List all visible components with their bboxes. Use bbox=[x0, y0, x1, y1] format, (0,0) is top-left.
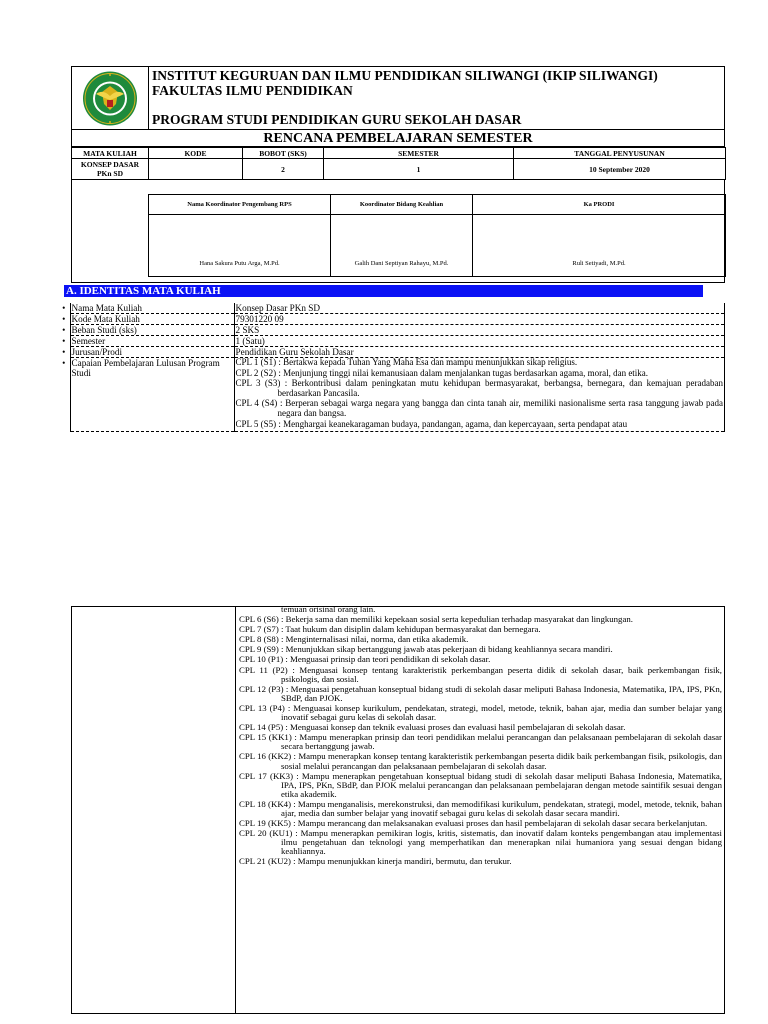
header-kode: KODE bbox=[149, 148, 243, 159]
header-tanggal: TANGGAL PENYUSUNAN bbox=[514, 148, 726, 159]
faculty-name: FAKULTAS ILMU PENDIDIKAN bbox=[152, 83, 353, 98]
institution-name: INSTITUT KEGURUAN DAN ILMU PENDIDIKAN SILIWANGI (IKIP SILIWANGI) bbox=[152, 68, 658, 83]
identity-row bbox=[58, 303, 725, 314]
cpl-list bbox=[234, 358, 725, 432]
letterhead bbox=[71, 66, 725, 130]
signature-role: Ka PRODI bbox=[473, 195, 726, 215]
bullet: • bbox=[62, 357, 66, 368]
signature-name: Ruli Setiyadi, M.Pd. bbox=[473, 215, 726, 277]
identity-row bbox=[58, 314, 725, 325]
identity-label: Nama Mata Kuliah bbox=[70, 303, 234, 314]
cpl-item: CPL 20 (KU1) : Mampu menerapkan pemikiran logis, kritis, sistematis, dan inovatif dalam konteks pengembangan atau implementasi ilmu pengetahuan dan teknologi yang memperhatikan dan menerapkan nilai humaniora yang sesuai dengan bidang keahliannya. bbox=[239, 828, 722, 857]
identity-row-cpl bbox=[58, 358, 725, 432]
cpl-item: CPL 8 (S8) : Menginternalisasi nilai, norma, dan etika akademik. bbox=[239, 634, 469, 645]
cpl-item: CPL 14 (P5) : Menguasai konsep dan teknik evaluasi proses dan evaluasi hasil pembelajaran di sekolah dasar. bbox=[239, 722, 626, 733]
value-tanggal: 10 September 2020 bbox=[514, 159, 726, 180]
signature-name: Galih Dani Septiyan Rahayu, M.Pd. bbox=[331, 215, 473, 277]
cpl-item: CPL 16 (KK2) : Mampu menerapkan konsep tentang karakteristik perkembangan peserta didik baik perkembangan fisik, psikologis, dan sosial melalui perancangan dan pelaksanaan pembelajaran di sekolah dasar. bbox=[239, 751, 722, 771]
header-mata-kuliah: MATA KULIAH bbox=[72, 148, 149, 159]
signature-table bbox=[148, 194, 726, 277]
cpl-label-column bbox=[72, 607, 236, 1013]
cpl-item: CPL 5 (S5) : Menghargai keanekaragaman budaya, pandangan, agama, dan kepercayaan, serta pendapat atau bbox=[235, 419, 628, 429]
identity-table bbox=[58, 303, 725, 432]
identity-value: Konsep Dasar PKn SD bbox=[234, 303, 725, 314]
identity-row bbox=[58, 347, 725, 358]
signature-name: Hana Sakura Putu Arga, M.Pd. bbox=[149, 215, 331, 277]
cpl-continued-list bbox=[239, 607, 722, 1013]
identity-value: Pendidikan Guru Sekolah Dasar bbox=[234, 347, 725, 358]
section-a-heading: A. IDENTITAS MATA KULIAH bbox=[64, 285, 703, 297]
signature-role: Nama Koordinator Pengembang RPS bbox=[149, 195, 331, 215]
bullet: • bbox=[62, 303, 66, 313]
cpl-item: CPL 2 (S2) : Menjunjung tinggi nilai kemanusiaan dalam menjalankan tugas berdasarkan agama, moral, dan etika. bbox=[235, 367, 649, 378]
cpl-item: CPL 12 (P3) : Menguasai pengetahuan konseptual bidang studi di sekolah dasar meliputi Bahasa Indonesia, Matematika, IPA, IPS, PKn, SBdP, dan PJOK. bbox=[239, 683, 722, 703]
identity-value: 1 (Satu) bbox=[234, 336, 725, 347]
cpl-item: CPL 3 (S3) : Berkontribusi dalam peningkatan mutu kehidupan bermasyarakat, berbangsa, bernegara, dan kemajuan peradaban berdasarkan Pancasila. bbox=[235, 378, 723, 398]
bullet: • bbox=[62, 335, 66, 346]
cpl-item: CPL 10 (P1) : Menguasai prinsip dan teori pendidikan di sekolah dasar. bbox=[239, 654, 491, 665]
signature-role: Koordinator Bidang Keahlian bbox=[331, 195, 473, 215]
cpl-item: CPL 1 (S1) : Bertakwa kepada Tuhan Yang Maha Esa dan mampu menunjukkan sikap religius. bbox=[235, 357, 578, 367]
identity-label: Kode Mata Kuliah bbox=[70, 314, 234, 325]
cpl-item: CPL 13 (P4) : Menguasai konsep kurikulum, pendekatan, strategi, model, metode, teknik, bahan ajar, media dan sumber belajar yang inovatif sebagai guru kelas di sekolah dasar. bbox=[239, 702, 722, 723]
cpl-item: CPL 6 (S6) : Bekerja sama dan memiliki kepekaan sosial serta kepedulian terhadap masyarakat dan lingkungan. bbox=[239, 614, 633, 625]
document-title: RENCANA PEMBELAJARAN SEMESTER bbox=[71, 130, 725, 147]
value-kode bbox=[149, 159, 243, 180]
course-info-table bbox=[71, 147, 726, 180]
identity-label: Jurusan/Prodi bbox=[70, 347, 234, 358]
program-name: PROGRAM STUDI PENDIDIKAN GURU SEKOLAH DASAR bbox=[152, 112, 522, 127]
identity-row bbox=[58, 336, 725, 347]
identity-label: Beban Studi (sks) bbox=[70, 325, 234, 336]
value-semester: 1 bbox=[324, 159, 514, 180]
value-mata-kuliah: KONSEP DASAR PKn SD bbox=[72, 159, 149, 180]
bullet: • bbox=[62, 313, 66, 324]
cpl-item: CPL 15 (KK1) : Mampu menerapkan prinsip dan teori pendidikan melalui perancangan dan pelaksanaan pembelajaran di sekolah dasar secara bertanggung jawab. bbox=[239, 732, 722, 752]
bullet: • bbox=[62, 324, 66, 335]
cpl-item: CPL 21 (KU2) : Mampu menunjukkan kinerja mandiri, bermutu, dan terukur. bbox=[239, 856, 512, 867]
bullet: • bbox=[62, 346, 66, 357]
cpl-item: CPL 17 (KK3) : Mampu menerapkan pengetahuan konseptual bidang studi di sekolah dasar meliputi Bahasa Indonesia, Matematika, IPA, IPS, PKn, SBdP, dan PJOK melalui perancangan dan pelaksanaan pembelajaran dengan metode saintifik sesuai dengan etika akademik. bbox=[239, 770, 722, 799]
logo-cell bbox=[72, 67, 149, 129]
identity-value: 2 SKS bbox=[234, 325, 725, 336]
identity-value: 79301220 09 bbox=[234, 314, 725, 325]
identity-row bbox=[58, 325, 725, 336]
cpl-item: CPL 11 (P2) : Menguasai konsep tentang karakteristik perkembangan peserta didik di sekolah dasar, baik perkembangan fisik, psikologis, dan sosial. bbox=[239, 664, 722, 684]
cpl-item: CPL 19 (KK5) : Mampu merancang dan melaksanakan evaluasi proses dan hasil pembelajaran di sekolah dasar secara berkelanjutan. bbox=[239, 818, 708, 829]
cpl-label: Capaian Pembelajaran Lulusan Program Studi bbox=[70, 358, 234, 432]
cpl-item: CPL 7 (S7) : Taat hukum dan disiplin dalam kehidupan bermasyarakat dan bernegara. bbox=[239, 624, 541, 635]
cpl-continued-box bbox=[71, 606, 725, 1014]
value-bobot: 2 bbox=[243, 159, 324, 180]
cpl-item: CPL 4 (S4) : Berperan sebagai warga negara yang bangga dan cinta tanah air, memiliki nasionalisme serta rasa tanggung jawab pada negara dan bangsa. bbox=[235, 398, 723, 418]
cpl-item: CPL 9 (S9) : Menunjukkan sikap bertanggung jawab atas pekerjaan di bidang keahliannya secara mandiri. bbox=[239, 644, 613, 655]
ikip-siliwangi-logo bbox=[76, 70, 144, 127]
header-bobot: BOBOT (SKS) bbox=[243, 148, 324, 159]
header-semester: SEMESTER bbox=[324, 148, 514, 159]
cpl-item: CPL 18 (KK4) : Mampu menganalisis, merekonstruksi, dan memodifikasi kurikulum, pendekatan, strategi, model, metode, teknik, bahan ajar, media dan sumber belajar yang inovatif sebagai guru kelas di sekolah dasar secara mandiri. bbox=[239, 798, 722, 818]
identity-label: Semester bbox=[70, 336, 234, 347]
cpl-continued-head: temuan orisinal orang lain. bbox=[281, 606, 376, 614]
